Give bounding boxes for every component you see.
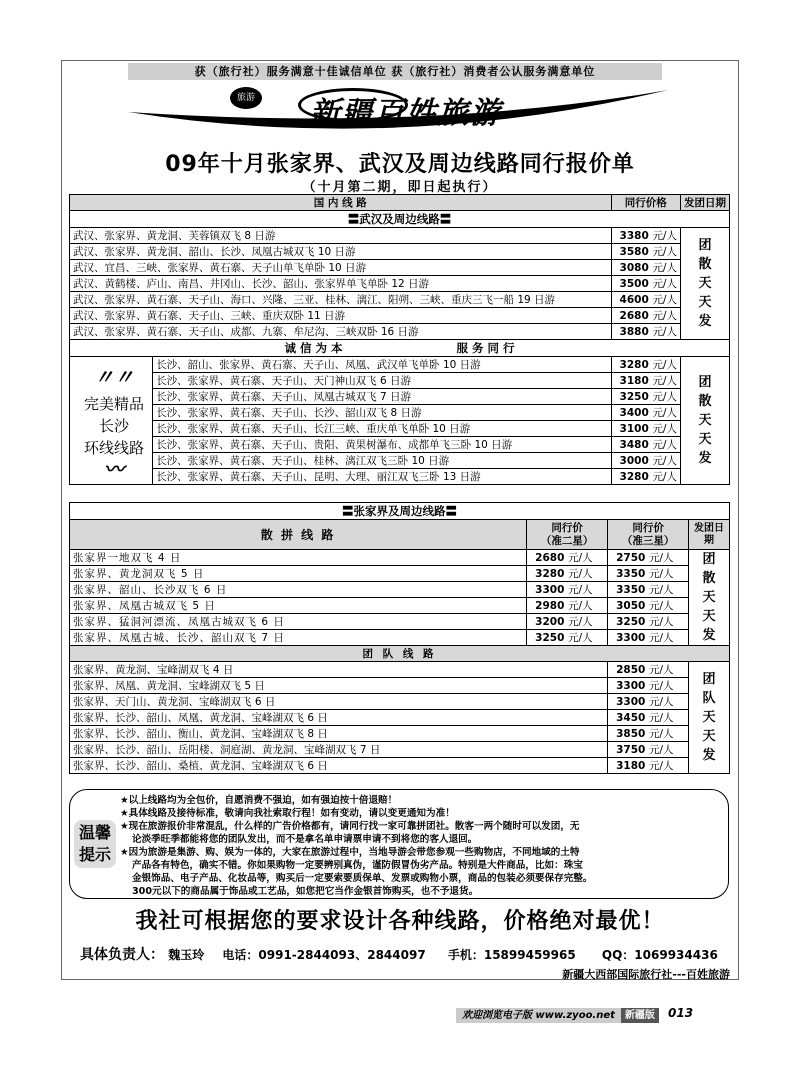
team-header-row xyxy=(70,646,730,662)
tips-text xyxy=(120,794,725,898)
side-text-1: 完美精品 xyxy=(83,395,144,413)
price-cell xyxy=(611,437,680,453)
brush-mark-top-icon: 〃〃 xyxy=(94,365,134,389)
route-cell: 张家界、长沙、韶山、凤凰、黄龙洞、宝峰湖双飞 6 日 xyxy=(70,710,608,726)
price-cell xyxy=(608,694,689,710)
table-row xyxy=(70,630,730,646)
price-cell xyxy=(527,598,608,614)
price-value: 3300 xyxy=(535,584,565,596)
contact-phone: 电话：0991-2844093、2844097 xyxy=(222,948,426,962)
table-row xyxy=(70,324,730,340)
price-cell xyxy=(611,469,680,485)
page-subtitle: （十月第二期，即日起执行） xyxy=(302,180,498,195)
scatter-route-header: 散 拼 线 路 xyxy=(70,520,527,550)
price-cell xyxy=(611,453,680,469)
route-cell: 武汉、张家界、黄龙洞、韶山、长沙、凤凰古城双飞 10 日游 xyxy=(70,244,612,260)
price-value: 3280 xyxy=(619,471,649,483)
price-cell xyxy=(608,566,689,582)
company-name: 新疆大西部国际旅行社---百姓旅游 xyxy=(562,968,730,981)
price-2star-header: 同行价 （准二星） xyxy=(527,520,608,550)
table-row xyxy=(70,566,730,582)
price-value: 3300 xyxy=(616,696,646,708)
tip-line: 产品各有特色，确实不错。你如果购物一定要辨别真伪，谨防假冒伪劣产品。特别是大件商品，比如：珠宝 xyxy=(132,860,583,871)
route-cell: 张家界、黄龙洞双飞 5 日 xyxy=(70,566,527,582)
footer-edition: 新疆版 xyxy=(621,1008,659,1023)
table-row xyxy=(70,308,730,324)
tip-line: ★现在旅游报价非常混乱，什么样的广告价格都有，请同行找一家可靠拼团社。散客一两个随时可以发团，无 xyxy=(120,821,580,832)
table-row xyxy=(70,357,730,373)
price-unit: 元/人 xyxy=(649,744,674,756)
dispatch-cell-2-text: 团散天天发 xyxy=(698,375,712,466)
page-number: 013 xyxy=(668,1006,694,1020)
price-value: 3050 xyxy=(616,600,646,612)
price-value: 3250 xyxy=(535,632,565,644)
price-value: 3180 xyxy=(616,760,646,772)
contact-mobile: 手机：15899459965 xyxy=(447,948,576,962)
route-cell: 张家界、黄龙洞、宝峰湖双飞 4 日 xyxy=(70,662,608,678)
route-cell: 张家界、猛洞河漂流、凤凰古城双飞 6 日 xyxy=(70,614,527,630)
price-unit: 元/人 xyxy=(652,278,677,290)
price-value: 3300 xyxy=(616,680,646,692)
section-zhangjiajie: 〓张家界及周边线路〓 xyxy=(70,503,730,520)
price-unit: 元/人 xyxy=(652,391,677,403)
contact-line xyxy=(80,944,718,964)
route-cell: 长沙、张家界、黄石寨、天子山、桂林、漓江双飞三卧 10 日游 xyxy=(153,453,611,469)
price-value: 3580 xyxy=(619,246,649,258)
table2-header xyxy=(70,520,730,550)
price-value: 3000 xyxy=(619,455,649,467)
price-unit: 元/人 xyxy=(652,407,677,419)
price-unit: 元/人 xyxy=(649,584,674,596)
price-header: 同行价格 xyxy=(611,195,680,211)
tips-label: 温馨提示 xyxy=(74,820,116,868)
table-row xyxy=(70,598,730,614)
price-unit: 元/人 xyxy=(652,471,677,483)
price-unit: 元/人 xyxy=(652,439,677,451)
price-3star-header: 同行价 （准三星） xyxy=(608,520,689,550)
price-cell xyxy=(611,260,680,276)
route-cell: 长沙、张家界、黄石寨、天子山、长江三峡、重庆单飞单卧 10 日游 xyxy=(153,421,611,437)
dispatch-cell-text: 团散天天发 xyxy=(698,238,712,329)
price-value: 3250 xyxy=(619,391,649,403)
route-cell: 武汉、张家界、黄石寨、天子山、三峡、重庆双卧 11 日游 xyxy=(70,308,612,324)
table-row xyxy=(70,710,730,726)
price-unit: 元/人 xyxy=(652,310,677,322)
price-unit: 元/人 xyxy=(652,262,677,274)
date-header-2: 发团日期 xyxy=(689,520,730,550)
price-cell xyxy=(611,276,680,292)
price-cell xyxy=(608,662,689,678)
tip-line: ★具体线路及接待标准，敬请向我社索取行程！如有变动，请以变更通知为准！ xyxy=(120,808,455,819)
price-unit: 元/人 xyxy=(649,632,674,644)
price-cell xyxy=(611,292,680,308)
price-unit: 元/人 xyxy=(649,696,674,708)
brand-name: 新疆百姓旅游 xyxy=(310,96,502,131)
price-cell xyxy=(611,228,680,244)
price-unit: 元/人 xyxy=(649,664,674,676)
price-value: 3080 xyxy=(619,262,649,274)
price-cell xyxy=(611,357,680,373)
section-integrity-right: 服 务 同 行 xyxy=(456,341,515,355)
price-cell xyxy=(608,582,689,598)
price-cell xyxy=(611,373,680,389)
team-route-header: 团 队 线 路 xyxy=(70,646,730,662)
route-cell: 张家界、凤凰古城、长沙、韶山双飞 7 日 xyxy=(70,630,527,646)
route-cell: 武汉、宜昌、三峡、张家界、黄石寨、天子山单飞单卧 10 日游 xyxy=(70,260,612,276)
contact-person: 魏玉玲 xyxy=(168,948,205,962)
dispatch-cell-4 xyxy=(689,662,730,774)
route-cell: 长沙、张家界、黄石寨、天子山、凤凰古城双飞 7 日游 xyxy=(153,389,611,405)
price-unit: 元/人 xyxy=(652,230,677,242)
price-value: 3200 xyxy=(535,616,565,628)
price-unit: 元/人 xyxy=(568,568,593,580)
price-unit: 元/人 xyxy=(652,375,677,387)
price-cell xyxy=(611,389,680,405)
dispatch-cell xyxy=(680,228,729,340)
route-cell: 武汉、张家界、黄石寨、天子山、海口、兴隆、三亚、桂林、漓江、阳朔、三峡、重庆三飞一船 19 日游 xyxy=(70,292,612,308)
table-row xyxy=(70,614,730,630)
route-cell: 长沙、张家界、黄石寨、天子山、昆明、大理、丽江双飞三卧 13 日游 xyxy=(153,469,611,485)
section-wuhan: 〓武汉及周边线路〓 xyxy=(70,211,730,228)
table-row xyxy=(70,405,730,421)
route-cell: 张家界、长沙、韶山、衡山、黄龙洞、宝峰湖双飞 8 日 xyxy=(70,726,608,742)
price-value: 2680 xyxy=(535,552,565,564)
price-cell xyxy=(527,582,608,598)
contact-qq: QQ：1069934436 xyxy=(601,948,718,962)
side-text-2: 长沙 xyxy=(98,417,129,435)
tip-line: 金银饰品、电子产品、化妆品等，购买后一定要索要质保单、发票或购物小票，商品的包装必须要保存完整。 xyxy=(132,873,593,884)
price-unit: 元/人 xyxy=(649,568,674,580)
route-cell: 张家界、长沙、韶山、岳阳楼、洞庭湖、黄龙洞、宝峰湖双飞 7 日 xyxy=(70,742,608,758)
price-unit: 元/人 xyxy=(568,600,593,612)
price-cell xyxy=(608,742,689,758)
price-unit: 元/人 xyxy=(652,246,677,258)
table-row xyxy=(70,276,730,292)
contact-person-label: 具体负责人： xyxy=(80,947,164,963)
price-cell xyxy=(527,630,608,646)
price-value: 4600 xyxy=(619,294,649,306)
price-value: 3250 xyxy=(616,616,646,628)
price-cell xyxy=(608,758,689,774)
brush-mark-bottom-icon: 〰 xyxy=(104,457,124,481)
route-cell: 长沙、张家界、黄石寨、天子山、贵阳、黄果树瀑布、成都单飞三卧 10 日游 xyxy=(153,437,611,453)
table-row xyxy=(70,694,730,710)
route-cell: 长沙、张家界、黄石寨、天子山、长沙、韶山双飞 8 日游 xyxy=(153,405,611,421)
route-cell: 张家界、凤凰、黄龙洞、宝峰湖双飞 5 日 xyxy=(70,678,608,694)
table-row xyxy=(70,678,730,694)
price-unit: 元/人 xyxy=(568,584,593,596)
table-row xyxy=(70,373,730,389)
side-text-3: 环线线路 xyxy=(83,439,144,457)
award-banner: 获（旅行社）服务满意十佳诚信单位 获（旅行社）消费者公认服务满意单位 xyxy=(128,63,662,80)
price-cell xyxy=(608,726,689,742)
changsha-loop-label xyxy=(70,367,158,495)
route-cell: 张家界、韶山、长沙双飞 6 日 xyxy=(70,582,527,598)
table-row xyxy=(70,421,730,437)
price-unit: 元/人 xyxy=(652,423,677,435)
price-unit: 元/人 xyxy=(649,712,674,724)
price-unit: 元/人 xyxy=(568,616,593,628)
dispatch-cell-2 xyxy=(680,357,729,485)
price-value: 3180 xyxy=(619,375,649,387)
price-value: 2850 xyxy=(616,664,646,676)
price-value: 3280 xyxy=(619,359,649,371)
date-header: 发团日期 xyxy=(680,195,729,211)
tip-line: ★以上线路均为全包价，自愿消费不强迫，如有强迫按十倍退赔！ xyxy=(120,795,398,806)
table1-header xyxy=(70,195,730,211)
table-row xyxy=(70,742,730,758)
tip-line: ★因为旅游是集游、购、娱为一体的，大家在旅游过程中，当地导游会带您参观一些购物店，不同地域的土特 xyxy=(120,847,580,858)
price-value: 3480 xyxy=(619,439,649,451)
table-row xyxy=(70,292,730,308)
price-unit: 元/人 xyxy=(649,616,674,628)
route-cell: 长沙、韶山、张家界、黄石寨、天子山、凤凰、武汉单飞单卧 10 日游 xyxy=(153,357,611,373)
price-cell xyxy=(608,630,689,646)
price-cell xyxy=(608,550,689,566)
price-unit: 元/人 xyxy=(568,552,593,564)
slogan: 我社可根据您的要求设计各种线路，价格绝对最优！ xyxy=(135,908,665,934)
price-cell xyxy=(611,324,680,340)
table-row xyxy=(70,437,730,453)
price-unit: 元/人 xyxy=(652,359,677,371)
price-value: 3100 xyxy=(619,423,649,435)
price-value: 3350 xyxy=(616,568,646,580)
route-cell: 张家界、长沙、韶山、桑植、黄龙洞、宝峰湖双飞 6 日 xyxy=(70,758,608,774)
price-cell xyxy=(611,421,680,437)
dispatch-cell-3 xyxy=(689,550,730,646)
price-cell xyxy=(608,710,689,726)
tip-line: 论淡季旺季都能将您的团队发出，而不是拿名单申请票申请不到将您的客人退回。 xyxy=(132,834,478,845)
price-value: 3450 xyxy=(616,712,646,724)
price-value: 3880 xyxy=(619,326,649,338)
price-value: 3300 xyxy=(616,632,646,644)
price-cell xyxy=(608,678,689,694)
table-row xyxy=(70,758,730,774)
price-value: 2750 xyxy=(616,552,646,564)
logo-badge: 旅游 xyxy=(230,87,262,109)
table-row xyxy=(70,550,730,566)
price-cell xyxy=(608,614,689,630)
price-value: 2980 xyxy=(535,600,565,612)
route-cell: 武汉、张家界、黄石寨、天子山、成都、九寨、牟尼沟、三峡双卧 16 日游 xyxy=(70,324,612,340)
price-unit: 元/人 xyxy=(652,294,677,306)
price-value: 3400 xyxy=(619,407,649,419)
price-value: 3750 xyxy=(616,744,646,756)
route-cell: 武汉、张家界、黄龙洞、芙蓉镇双飞 8 日游 xyxy=(70,228,612,244)
section-integrity-left: 诚 信 为 本 xyxy=(284,341,343,355)
price-unit: 元/人 xyxy=(649,600,674,612)
footer-bar xyxy=(456,1008,659,1023)
table-row xyxy=(70,228,730,244)
price-cell xyxy=(611,308,680,324)
route-header: 国 内 线 路 xyxy=(70,195,612,211)
price-value: 3500 xyxy=(619,278,649,290)
route-cell: 张家界一地双飞 4 日 xyxy=(70,550,527,566)
price-cell xyxy=(611,405,680,421)
price-cell xyxy=(527,566,608,582)
table-row xyxy=(70,662,730,678)
dispatch-cell-3-text: 团散天天发 xyxy=(702,552,716,643)
price-unit: 元/人 xyxy=(649,728,674,740)
route-cell: 长沙、张家界、黄石寨、天子山、天门神山双飞 6 日游 xyxy=(153,373,611,389)
price-cell xyxy=(527,550,608,566)
zhangjiajie-price-table xyxy=(69,502,730,774)
price-unit: 元/人 xyxy=(568,632,593,644)
price-value: 3850 xyxy=(616,728,646,740)
price-unit: 元/人 xyxy=(649,760,674,772)
footer-website-link[interactable]: 欢迎浏览电子版 www.zyoo.net xyxy=(456,1008,621,1023)
price-value: 2680 xyxy=(619,310,649,322)
table-row xyxy=(70,469,730,485)
price-value: 3280 xyxy=(535,568,565,580)
price-value: 3350 xyxy=(616,584,646,596)
dispatch-cell-4-text: 团队天天发 xyxy=(702,672,716,763)
route-cell: 张家界、天门山、黄龙洞、宝峰湖双飞 6 日 xyxy=(70,694,608,710)
price-unit: 元/人 xyxy=(649,552,674,564)
price-unit: 元/人 xyxy=(652,455,677,467)
table-row xyxy=(70,726,730,742)
price-unit: 元/人 xyxy=(649,680,674,692)
price-cell xyxy=(527,614,608,630)
wuhan-price-table xyxy=(69,194,730,485)
price-unit: 元/人 xyxy=(652,326,677,338)
route-cell: 张家界、凤凰古城双飞 5 日 xyxy=(70,598,527,614)
page-title: 09年十月张家界、武汉及周边线路同行报价单 xyxy=(165,152,635,177)
table-row xyxy=(70,453,730,469)
price-value: 3380 xyxy=(619,230,649,242)
price-cell xyxy=(608,598,689,614)
table-row xyxy=(70,260,730,276)
price-cell xyxy=(611,244,680,260)
table-row xyxy=(70,389,730,405)
section-integrity xyxy=(70,340,730,357)
table-row xyxy=(70,244,730,260)
table-row xyxy=(70,582,730,598)
route-cell: 武汉、黄鹤楼、庐山、南昌、井冈山、长沙、韶山、张家界单飞单卧 12 日游 xyxy=(70,276,612,292)
tip-line: 300元以下的商品属于饰品或工艺品，如您把它当作金银首饰购买，也不予退货。 xyxy=(132,886,479,897)
